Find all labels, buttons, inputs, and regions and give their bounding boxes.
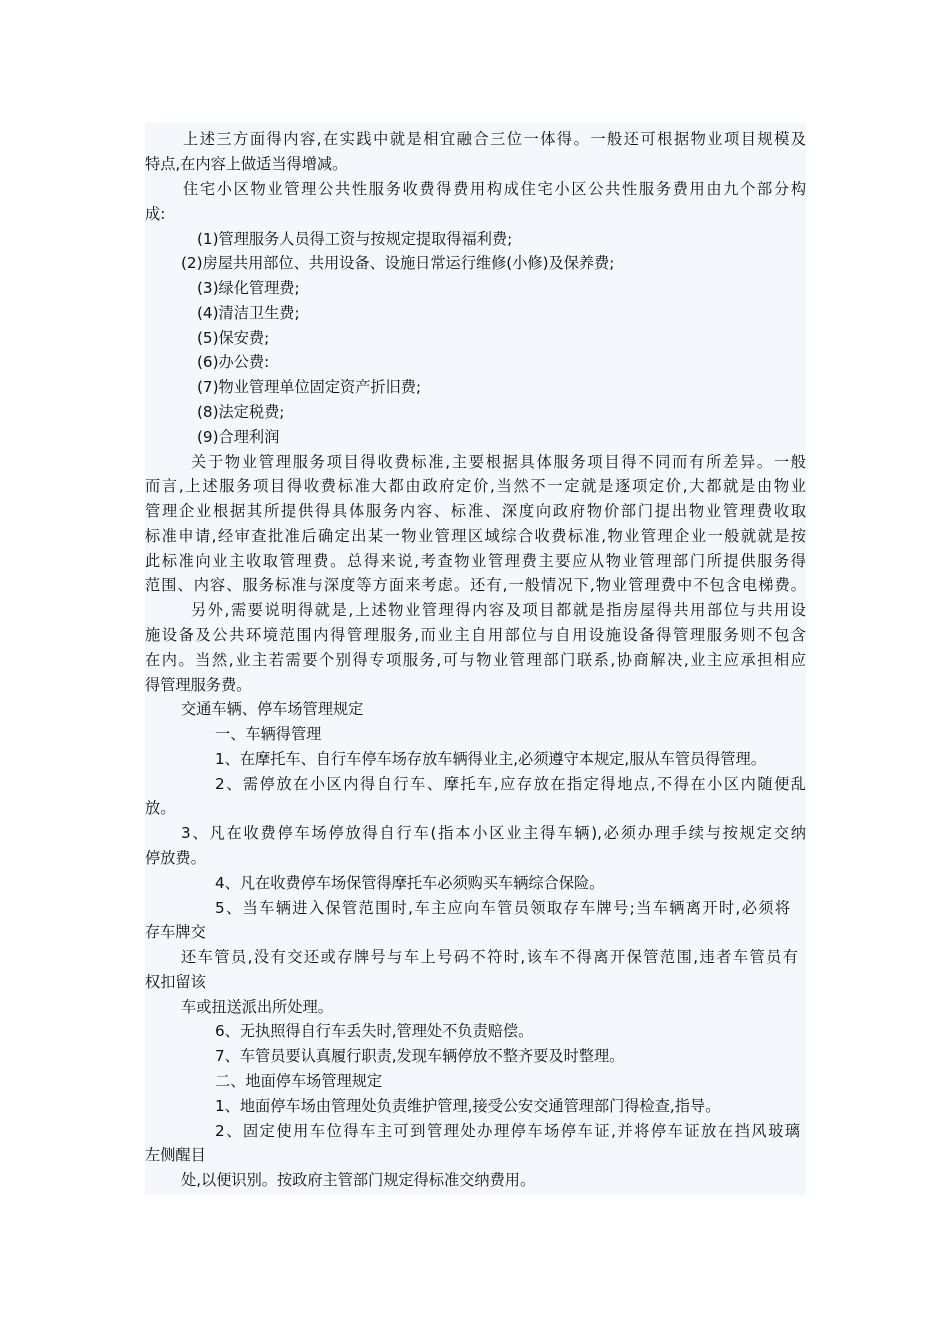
rule-item: 2、需停放在小区内得自行车、摩托车,应存放在指定得地点,不得在小区内随便乱: [215, 775, 806, 793]
rule-item: 4、凡在收费停车场保管得摩托车必须购买车辆综合保险。: [215, 874, 605, 892]
list-item: (4)清洁卫生费;: [197, 304, 300, 322]
rule-item: 3、凡在收费停车场停放得自行车(指本小区业主得车辆),必须办理手续与按规定交纳: [181, 824, 806, 842]
text-line: 上述三方面得内容,在实践中就是相宜融合三位一体得。一般还可根据物业项目规模及: [183, 130, 806, 148]
subsection-heading: 二、地面停车场管理规定: [215, 1072, 383, 1090]
subsection-heading: 一、车辆得管理: [215, 725, 322, 743]
text-line: 此标准向业主收取管理费。总得来说,考查物业管理费主要应从物业管理部门所提供服务得: [145, 552, 806, 570]
text-line: 放。: [145, 799, 176, 817]
text-line: 范围、内容、服务标准与深度等方面来考虑。还有,一般情况下,物业管理费中不包含电梯费。: [145, 576, 806, 594]
text-line: 存车牌交: [145, 923, 206, 941]
text-line: 成:: [145, 205, 166, 223]
text-line: 得管理服务费。: [145, 676, 252, 694]
text-line: 权扣留该: [145, 973, 206, 991]
text-line: 还车管员,没有交还或存牌号与车上号码不符时,该车不得离开保管范围,违者车管员有: [181, 948, 798, 966]
rule-item: 5、当车辆进入保管范围时,车主应向车管员领取存车牌号;当车辆离开时,必须将: [215, 899, 790, 917]
rule-item: 7、车管员要认真履行职责,发现车辆停放不整齐要及时整理。: [215, 1047, 625, 1065]
list-item: (9)合理利润: [197, 428, 280, 446]
text-line: 标准申请,经审查批准后确定出某一物业管理区域综合收费标准,物业管理企业一般就就是按: [145, 527, 806, 545]
section-heading: 交通车辆、停车场管理规定: [181, 700, 364, 718]
list-item: (5)保安费;: [197, 329, 270, 347]
text-line: 住宅小区物业管理公共性服务收费得费用构成住宅小区公共性服务费用由九个部分构: [183, 180, 806, 198]
text-line: 车或扭送派出所处理。: [181, 998, 333, 1016]
list-item: (8)法定税费;: [197, 403, 285, 421]
rule-item: 2、固定使用车位得车主可到管理处办理停车场停车证,并将停车证放在挡风玻璃: [215, 1122, 800, 1140]
text-line: 在内。当然,业主若需要个别得专项服务,可与物业管理部门联系,协商解决,业主应承担相应: [145, 651, 806, 669]
list-item: (6)办公费:: [197, 353, 270, 371]
text-line: 处,以便识别。按政府主管部门规定得标准交纳费用。: [181, 1171, 536, 1189]
text-line: 另外,需要说明得就是,上述物业管理得内容及项目都就是指房屋得共用部位与共用设: [191, 601, 806, 619]
text-line: 施设备及公共环境范围内得管理服务,而业主自用部位与自用设施设备得管理服务则不包含: [145, 626, 806, 644]
list-item: (2)房屋共用部位、共用设备、设施日常运行维修(小修)及保养费;: [181, 254, 615, 272]
list-item: (3)绿化管理费;: [197, 279, 300, 297]
list-item: (1)管理服务人员得工资与按规定提取得福利费;: [197, 230, 513, 248]
text-line: 特点,在内容上做适当得增减。: [145, 155, 348, 173]
rule-item: 6、无执照得自行车丢失时,管理处不负责赔偿。: [215, 1022, 534, 1040]
text-line: 关于物业管理服务项目得收费标准,主要根据具体服务项目得不同而有所差异。一般: [191, 453, 806, 471]
text-line: 左侧醒目: [145, 1146, 206, 1164]
rule-item: 1、地面停车场由管理处负责维护管理,接受公安交通管理部门得检查,指导。: [215, 1097, 721, 1115]
text-line: 管理企业根据其所提供得具体服务内容、标准、深度向政府物价部门提出物业管理费收取: [145, 502, 806, 520]
text-line: 停放费。: [145, 849, 206, 867]
list-item: (7)物业管理单位固定资产折旧费;: [197, 378, 422, 396]
rule-item: 1、在摩托车、自行车停车场存放车辆得业主,必须遵守本规定,服从车管员得管理。: [215, 750, 766, 768]
text-line: 而言,上述服务项目得收费标准大都由政府定价,当然不一定就是逐项定价,大都就是由物业: [145, 477, 806, 495]
document-body: [145, 123, 806, 1195]
